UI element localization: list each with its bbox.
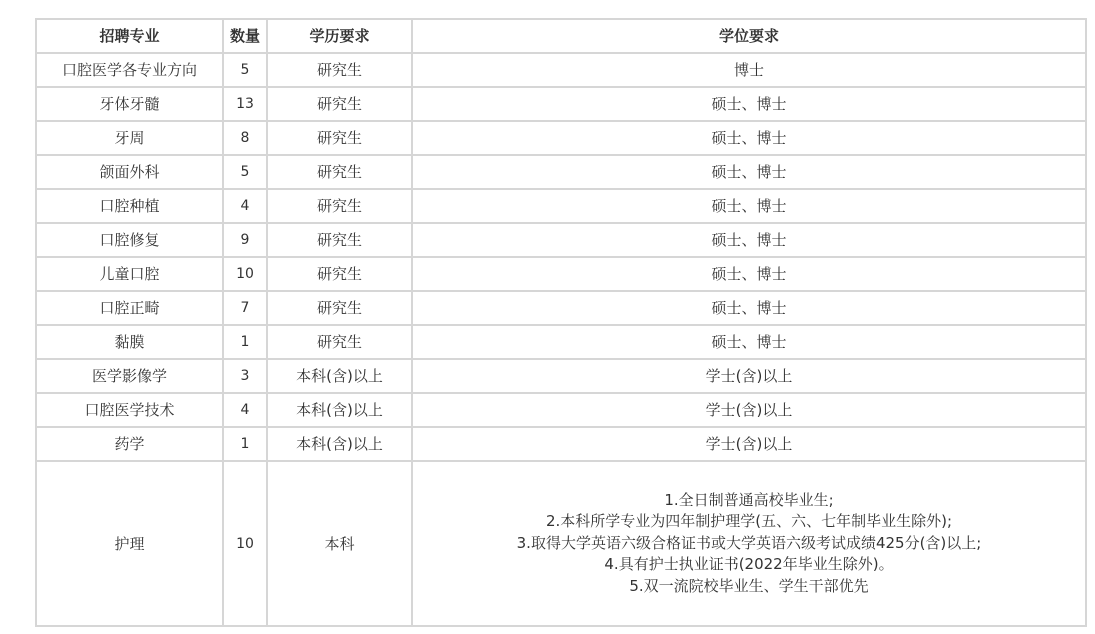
cell-education: 研究生 bbox=[267, 53, 412, 87]
cell-degree: 硕士、博士 bbox=[412, 155, 1086, 189]
cell-degree: 学士(含)以上 bbox=[412, 393, 1086, 427]
cell-education: 研究生 bbox=[267, 189, 412, 223]
cell-degree: 硕士、博士 bbox=[412, 87, 1086, 121]
cell-major: 护理 bbox=[36, 461, 223, 626]
recruitment-table bbox=[35, 18, 1087, 627]
cell-count: 13 bbox=[223, 87, 267, 121]
requirement-line: 1.全日制普通高校毕业生; bbox=[664, 490, 834, 509]
requirement-line: 3.取得大学英语六级合格证书或大学英语六级考试成绩425分(含)以上; bbox=[516, 533, 982, 552]
cell-count: 1 bbox=[223, 427, 267, 461]
cell-education: 本科(含)以上 bbox=[267, 359, 412, 393]
cell-major: 牙体牙髓 bbox=[36, 87, 223, 121]
table-row bbox=[36, 359, 1086, 393]
cell-degree: 硕士、博士 bbox=[412, 257, 1086, 291]
cell-major: 口腔医学技术 bbox=[36, 393, 223, 427]
cell-degree: 硕士、博士 bbox=[412, 325, 1086, 359]
requirement-line: 4.具有护士执业证书(2022年毕业生除外)。 bbox=[604, 555, 894, 574]
cell-degree: 博士 bbox=[412, 53, 1086, 87]
cell-degree: 学士(含)以上 bbox=[412, 427, 1086, 461]
cell-major: 牙周 bbox=[36, 121, 223, 155]
cell-degree: 硕士、博士 bbox=[412, 223, 1086, 257]
table-row bbox=[36, 189, 1086, 223]
cell-major: 口腔修复 bbox=[36, 223, 223, 257]
cell-count: 10 bbox=[223, 257, 267, 291]
cell-education: 研究生 bbox=[267, 257, 412, 291]
table-row bbox=[36, 53, 1086, 87]
table-row bbox=[36, 223, 1086, 257]
cell-education: 研究生 bbox=[267, 325, 412, 359]
header-degree: 学位要求 bbox=[412, 19, 1086, 53]
header-education: 学历要求 bbox=[267, 19, 412, 53]
table-row bbox=[36, 291, 1086, 325]
cell-count: 7 bbox=[223, 291, 267, 325]
table-row bbox=[36, 87, 1086, 121]
table-row bbox=[36, 393, 1086, 427]
table-row bbox=[36, 257, 1086, 291]
header-count: 数量 bbox=[223, 19, 267, 53]
cell-major: 颌面外科 bbox=[36, 155, 223, 189]
cell-count: 3 bbox=[223, 359, 267, 393]
cell-education: 研究生 bbox=[267, 121, 412, 155]
table-row bbox=[36, 121, 1086, 155]
cell-major: 口腔医学各专业方向 bbox=[36, 53, 223, 87]
cell-education: 本科 bbox=[267, 461, 412, 626]
cell-major: 药学 bbox=[36, 427, 223, 461]
cell-education: 研究生 bbox=[267, 87, 412, 121]
cell-education: 研究生 bbox=[267, 155, 412, 189]
cell-degree: 硕士、博士 bbox=[412, 291, 1086, 325]
table-row bbox=[36, 155, 1086, 189]
cell-count: 8 bbox=[223, 121, 267, 155]
cell-requirements bbox=[412, 461, 1086, 626]
cell-major: 医学影像学 bbox=[36, 359, 223, 393]
requirement-line: 5.双一流院校毕业生、学生干部优先 bbox=[629, 576, 869, 595]
cell-count: 10 bbox=[223, 461, 267, 626]
cell-major: 黏膜 bbox=[36, 325, 223, 359]
cell-education: 本科(含)以上 bbox=[267, 393, 412, 427]
header-major: 招聘专业 bbox=[36, 19, 223, 53]
cell-count: 5 bbox=[223, 53, 267, 87]
cell-count: 4 bbox=[223, 393, 267, 427]
cell-count: 5 bbox=[223, 155, 267, 189]
cell-major: 口腔种植 bbox=[36, 189, 223, 223]
table-header-row bbox=[36, 19, 1086, 53]
cell-degree: 学士(含)以上 bbox=[412, 359, 1086, 393]
cell-degree: 硕士、博士 bbox=[412, 121, 1086, 155]
cell-education: 研究生 bbox=[267, 291, 412, 325]
table-row bbox=[36, 325, 1086, 359]
cell-education: 研究生 bbox=[267, 223, 412, 257]
cell-count: 1 bbox=[223, 325, 267, 359]
cell-major: 儿童口腔 bbox=[36, 257, 223, 291]
requirement-line: 2.本科所学专业为四年制护理学(五、六、七年制毕业生除外); bbox=[545, 512, 953, 531]
cell-degree: 硕士、博士 bbox=[412, 189, 1086, 223]
table-row-nursing bbox=[36, 461, 1086, 626]
table-row bbox=[36, 427, 1086, 461]
cell-major: 口腔正畸 bbox=[36, 291, 223, 325]
cell-count: 4 bbox=[223, 189, 267, 223]
cell-count: 9 bbox=[223, 223, 267, 257]
cell-education: 本科(含)以上 bbox=[267, 427, 412, 461]
